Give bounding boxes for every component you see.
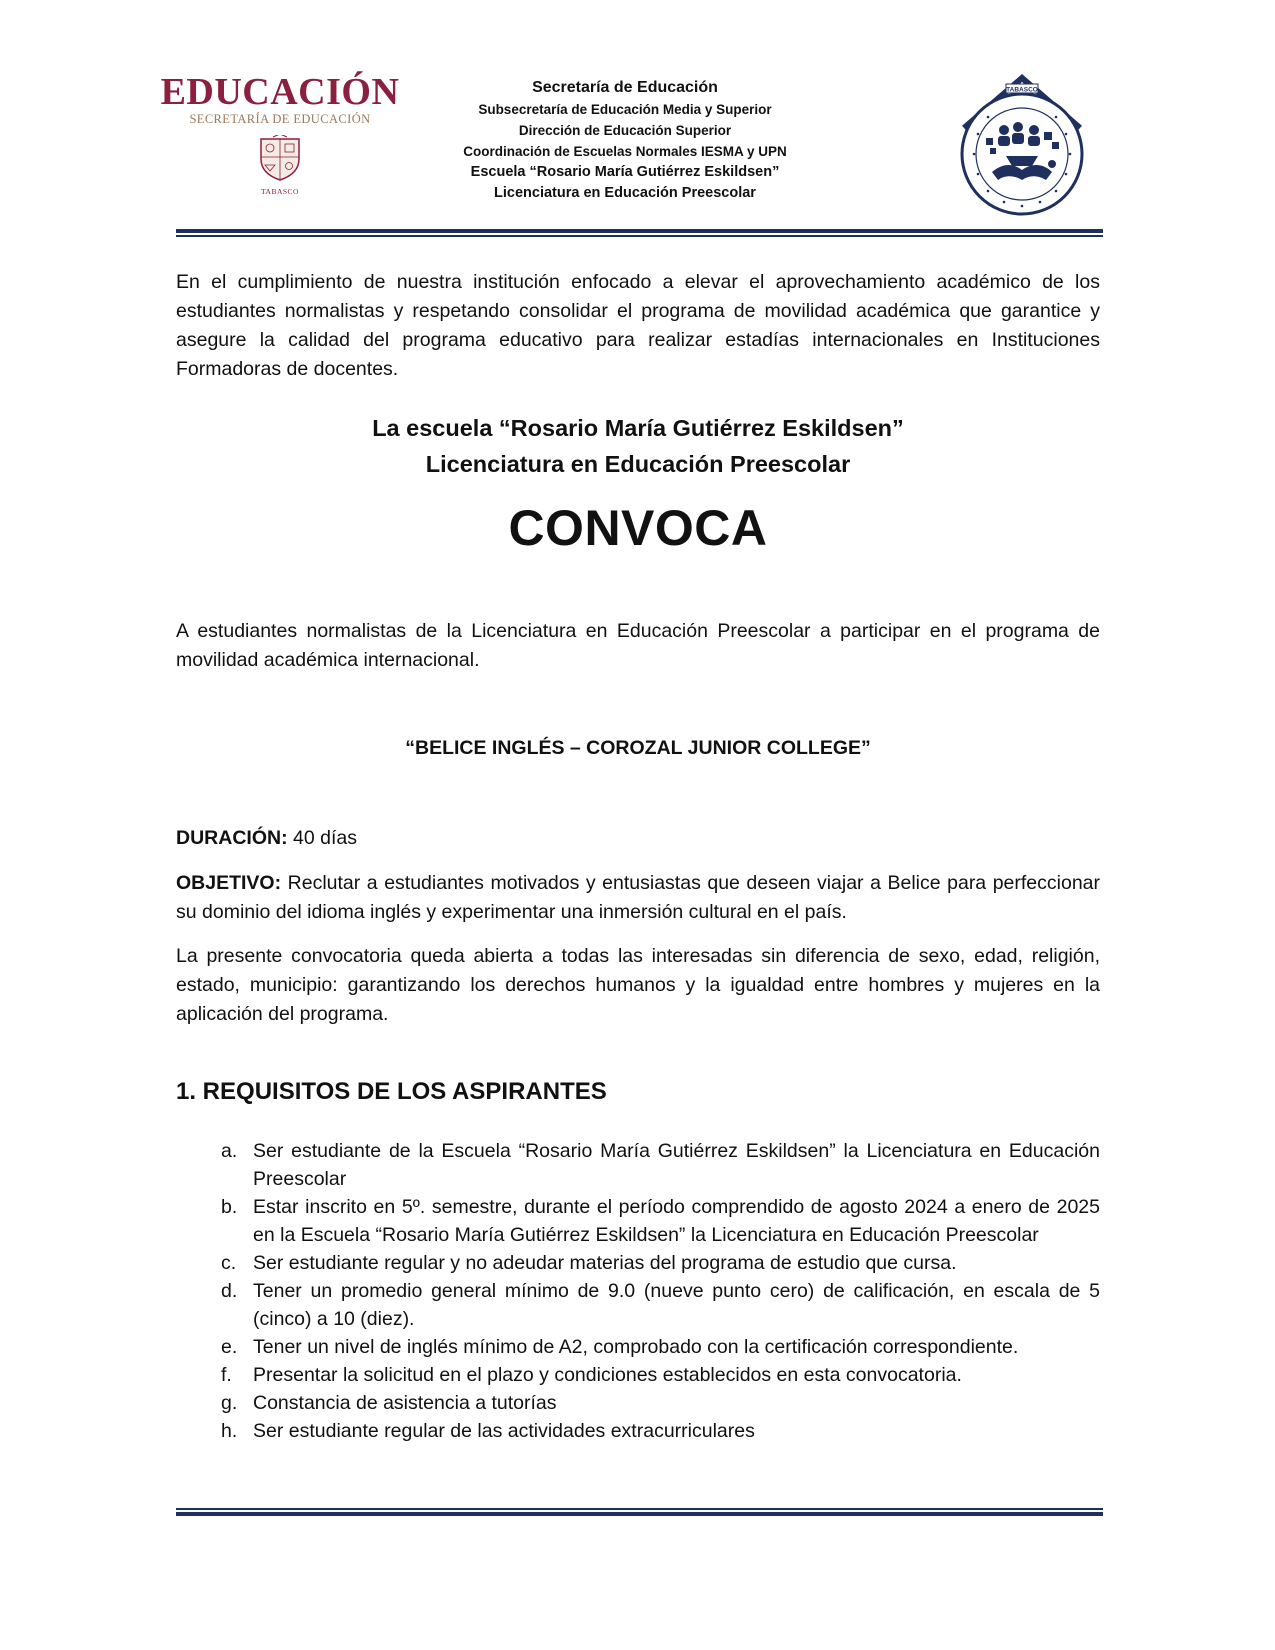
objective-text: Reclutar a estudiantes motivados y entusiastas que deseen viajar a Belice para perfeccionar su dominio del idioma inglés y experimentar una inmersión cultural en el país. bbox=[176, 872, 1100, 923]
list-item-letter: a. bbox=[221, 1140, 238, 1162]
logo-wordmark: EDUCACIÓN bbox=[160, 71, 400, 113]
header-divider bbox=[176, 229, 1103, 237]
list-item bbox=[176, 1389, 1100, 1417]
footer-divider bbox=[176, 1508, 1103, 1516]
list-item-letter: e. bbox=[221, 1336, 238, 1358]
title-convoca: CONVOCA bbox=[508, 500, 768, 556]
title-degree: Licenciatura en Educación Preescolar bbox=[425, 451, 851, 477]
duration-label: DURACIÓN: bbox=[176, 827, 288, 849]
list-item bbox=[176, 1333, 1100, 1361]
audience-paragraph: A estudiantes normalistas de la Licenciatura en Educación Preescolar a participar en el programa de movilidad académica internacional. bbox=[176, 620, 1100, 671]
list-item bbox=[176, 1361, 1100, 1389]
list-item-text: Estar inscrito en 5º. semestre, durante el período comprendido de agosto 2024 a enero de 2025 en la Escuela “Rosario María Gutiérrez Eskildsen” la Licenciatura en Educación Preescolar bbox=[253, 1196, 1100, 1246]
list-item-letter: h. bbox=[221, 1420, 238, 1442]
objective-paragraph bbox=[176, 869, 1100, 927]
openness-paragraph: La presente convocatoria queda abierta a todas las interesadas sin diferencia de sexo, edad, religión, estado, municipio: garantizando los derechos humanos y la igualdad entre hombres y mujeres en la aplicación del programa. bbox=[176, 945, 1100, 1025]
list-item bbox=[176, 1249, 1100, 1277]
duration-line bbox=[176, 824, 1100, 853]
list-item-text: Tener un promedio general mínimo de 9.0 (nueve punto cero) de calificación, en escala de 5 (cinco) a 10 (diez). bbox=[253, 1280, 1100, 1330]
list-item-letter: b. bbox=[221, 1196, 238, 1218]
header-escuela: Escuela “Rosario María Gutiérrez Eskildsen” bbox=[470, 164, 780, 180]
objective-label: OBJETIVO: bbox=[176, 872, 282, 894]
header-direccion: Dirección de Educación Superior bbox=[518, 123, 732, 138]
program-name: “BELICE INGLÉS – COROZAL JUNIOR COLLEGE” bbox=[405, 737, 871, 759]
requirements-heading: 1. REQUISITOS DE LOS ASPIRANTES bbox=[176, 1078, 607, 1105]
header-coordinacion: Coordinación de Escuelas Normales IESMA y UPN bbox=[463, 144, 787, 159]
intro-paragraph: En el cumplimiento de nuestra institución enfocado a elevar el aprovechamiento académico de los estudiantes normalistas y respetando consolidar el programa de movilidad académica que garantice y asegure la calidad del programa educativo para realizar estadías internacionales en Instituciones Formadoras de docentes. bbox=[176, 271, 1100, 380]
list-item-text: Ser estudiante regular de las actividades extracurriculares bbox=[253, 1420, 755, 1442]
school-emblem-icon bbox=[948, 72, 1096, 220]
list-item-text: Constancia de asistencia a tutorías bbox=[253, 1392, 557, 1414]
header-subsecretaria: Subsecretaría de Educación Media y Superior bbox=[478, 102, 772, 117]
list-item bbox=[176, 1417, 1100, 1445]
requirements-list bbox=[176, 1137, 1100, 1445]
list-item-letter: c. bbox=[221, 1252, 237, 1274]
title-school: La escuela “Rosario María Gutiérrez Eskildsen” bbox=[372, 415, 904, 441]
header-secretaria: Secretaría de Educación bbox=[532, 79, 718, 96]
list-item-letter: f. bbox=[221, 1364, 232, 1386]
list-item bbox=[176, 1193, 1100, 1249]
list-item-letter: g. bbox=[221, 1392, 238, 1414]
list-item bbox=[176, 1277, 1100, 1333]
list-item-text: Presentar la solicitud en el plazo y condiciones establecidos en esta convocatoria. bbox=[253, 1364, 962, 1386]
emblem-label: TABASCO bbox=[1006, 86, 1038, 94]
shield-label: TABASCO bbox=[261, 187, 299, 196]
tabasco-shield-icon bbox=[255, 135, 305, 186]
list-item bbox=[176, 1137, 1100, 1193]
duration-value: 40 días bbox=[293, 827, 357, 849]
list-item-text: Tener un nivel de inglés mínimo de A2, comprobado con la certificación correspondiente. bbox=[253, 1336, 1019, 1358]
institution-header bbox=[420, 77, 830, 204]
list-item-text: Ser estudiante regular y no adeudar materias del programa de estudio que cursa. bbox=[253, 1252, 957, 1274]
list-item-letter: d. bbox=[221, 1280, 238, 1302]
header-licenciatura: Licenciatura en Educación Preescolar bbox=[494, 185, 756, 201]
title-block bbox=[176, 410, 1100, 560]
list-item-text: Ser estudiante de la Escuela “Rosario María Gutiérrez Eskildsen” la Licenciatura en Educación Preescolar bbox=[253, 1140, 1100, 1190]
logo-subtitle: SECRETARÍA DE EDUCACIÓN bbox=[189, 112, 371, 126]
education-logo bbox=[155, 72, 405, 196]
